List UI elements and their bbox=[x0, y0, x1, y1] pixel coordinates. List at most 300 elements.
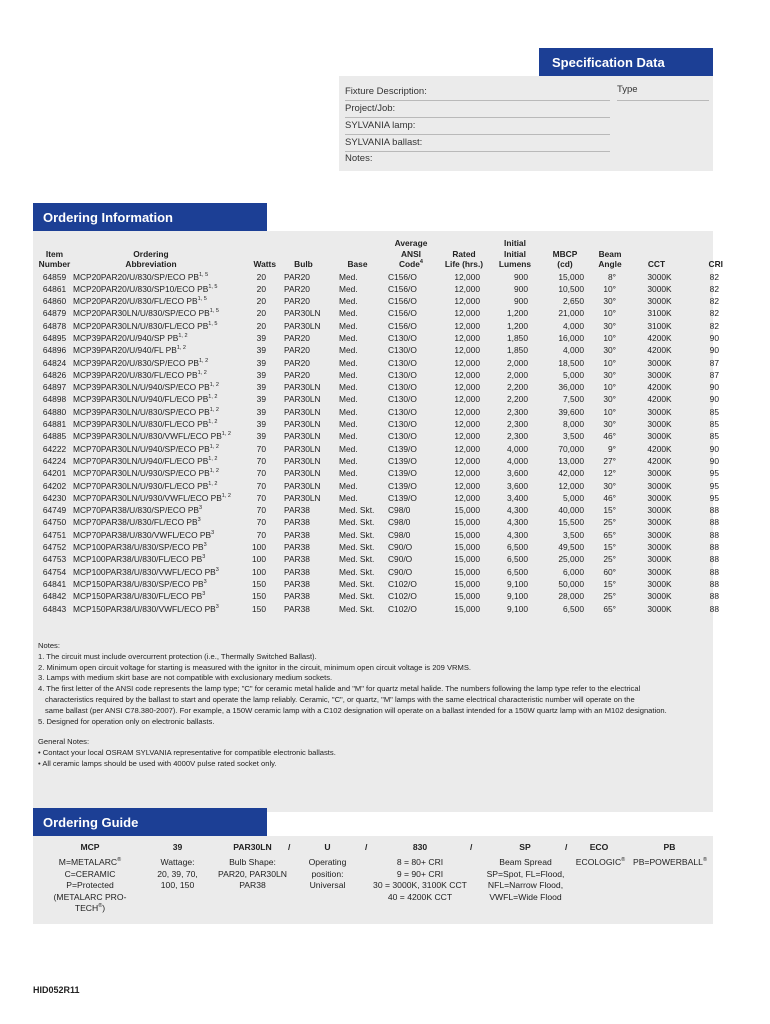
table-cell: 64879 bbox=[42, 308, 67, 319]
table-cell: 20 bbox=[256, 320, 266, 331]
table-cell: 12,000 bbox=[454, 369, 480, 380]
table-cell: 82 bbox=[709, 320, 719, 331]
table-cell: 64754 bbox=[42, 566, 67, 577]
table-cell: 3000K bbox=[647, 542, 672, 553]
table-cell: 9,100 bbox=[507, 603, 528, 614]
table-row bbox=[38, 443, 723, 455]
table-cell: 28,000 bbox=[558, 591, 584, 602]
table-cell: 3000K bbox=[647, 406, 672, 417]
table-cell: Med. bbox=[338, 369, 358, 380]
table-row bbox=[38, 603, 723, 615]
table-cell: 70 bbox=[256, 443, 266, 454]
table-cell: 2,300 bbox=[507, 419, 528, 430]
table-cell: 46° bbox=[603, 492, 616, 503]
spec-fixture-row: Fixture Description: bbox=[345, 83, 610, 101]
table-cell: C156/O bbox=[387, 283, 417, 294]
table-cell: 10° bbox=[603, 382, 616, 393]
guide-head-eco: ECO bbox=[589, 842, 609, 852]
table-cell: 39 bbox=[256, 406, 266, 417]
guide-eco-desc: ECOLOGIC® bbox=[575, 857, 626, 867]
table-cell: PAR38 bbox=[283, 505, 310, 516]
table-cell: PAR30LN bbox=[283, 394, 321, 405]
table-cell: MCP39PAR30LN/U/940/FL/ECO PB$^{1, 2}$ bbox=[73, 394, 218, 405]
table-cell: 90 bbox=[709, 443, 719, 454]
table-cell: PAR20 bbox=[283, 296, 310, 307]
table-cell: 88 bbox=[709, 554, 719, 565]
table-cell: 64880 bbox=[42, 406, 67, 417]
table-cell: 64201 bbox=[42, 468, 67, 479]
table-cell: PAR30LN bbox=[283, 308, 321, 319]
table-cell: PAR30LN bbox=[283, 480, 321, 491]
table-cell: Med. Skt. bbox=[338, 517, 375, 528]
table-cell: PAR38 bbox=[283, 603, 310, 614]
guide-sep-2: / bbox=[365, 842, 368, 852]
table-cell: Med. Skt. bbox=[338, 591, 375, 602]
table-cell: 10° bbox=[603, 308, 616, 319]
table-row bbox=[38, 381, 723, 393]
table-cell: 900 bbox=[514, 271, 528, 282]
table-row bbox=[38, 516, 723, 528]
table-row bbox=[38, 283, 723, 295]
table-cell: C130/O bbox=[387, 431, 417, 442]
table-cell: 15,000 bbox=[558, 271, 584, 282]
table-cell: 25° bbox=[603, 554, 616, 565]
table-cell: 64751 bbox=[42, 529, 67, 540]
document-code: HID052R11 bbox=[33, 985, 80, 995]
table-cell: 90 bbox=[709, 394, 719, 405]
table-cell: 12,000 bbox=[454, 332, 480, 343]
table-cell: MCP39PAR20/U/830/SP/ECO PB$^{1, 2}$ bbox=[73, 357, 209, 368]
table-cell: Med. bbox=[338, 492, 358, 503]
table-cell: 15,000 bbox=[454, 505, 480, 516]
spec-data-title: Specification Data bbox=[539, 48, 713, 76]
table-cell: 4200K bbox=[647, 455, 672, 466]
table-cell: 15,000 bbox=[454, 566, 480, 577]
table-cell: 12,000 bbox=[454, 492, 480, 503]
table-cell: 70 bbox=[256, 480, 266, 491]
table-cell: C156/O bbox=[387, 320, 417, 331]
table-cell: PAR30LN bbox=[283, 468, 321, 479]
table-cell: MCP70PAR30LN/U/930/FL/ECO PB$^{1, 2}$ bbox=[73, 480, 218, 491]
table-cell: 2,000 bbox=[507, 357, 528, 368]
table-cell: MCP20PAR20/U/830/SP10/ECO PB$^{1, 5}$ bbox=[73, 283, 218, 294]
guide-cri-desc: 8 = 80+ CRI 9 = 90+ CRI 30 = 3000K, 3100K CCT 40 = 4200K CCT bbox=[373, 857, 467, 902]
table-cell: 88 bbox=[709, 566, 719, 577]
table-cell: 39 bbox=[256, 357, 266, 368]
table-cell: 3000K bbox=[647, 529, 672, 540]
ordering-guide-title: Ordering Guide bbox=[33, 808, 267, 836]
table-cell: 100 bbox=[252, 566, 266, 577]
table-cell: C130/O bbox=[387, 357, 417, 368]
table-cell: 4200K bbox=[647, 394, 672, 405]
table-cell: C139/O bbox=[387, 443, 417, 454]
table-cell: 12,000 bbox=[454, 419, 480, 430]
table-cell: 39 bbox=[256, 345, 266, 356]
table-cell: 15° bbox=[603, 505, 616, 516]
table-cell: 4,000 bbox=[563, 320, 584, 331]
table-cell: 3000K bbox=[647, 517, 672, 528]
table-cell: 64826 bbox=[42, 369, 67, 380]
table-cell: 88 bbox=[709, 517, 719, 528]
table-cell: 30° bbox=[603, 320, 616, 331]
table-row bbox=[38, 393, 723, 405]
table-cell: 39,600 bbox=[558, 406, 584, 417]
table-cell: MCP150PAR38/U/830/SP/ECO $PB^3$ bbox=[73, 578, 207, 589]
table-cell: 88 bbox=[709, 529, 719, 540]
table-cell: 3,500 bbox=[563, 529, 584, 540]
table-cell: Med. bbox=[338, 320, 358, 331]
table-cell: 3000K bbox=[647, 431, 672, 442]
table-cell: 20 bbox=[256, 283, 266, 294]
table-cell: MCP70PAR38/U/830/SP/ECO $PB^3$ bbox=[73, 505, 203, 516]
table-cell: 20 bbox=[256, 296, 266, 307]
table-cell: Med. bbox=[338, 382, 358, 393]
table-cell: 10° bbox=[603, 332, 616, 343]
table-cell: C139/O bbox=[387, 492, 417, 503]
table-row bbox=[38, 271, 723, 283]
table-cell: 88 bbox=[709, 578, 719, 589]
table-cell: 6,500 bbox=[507, 566, 528, 577]
ordering-notes: Notes: 1. The circuit must include overcurrent protection (i.e., Thermally Switched Ballast). 2. Minimum open circuit voltage for starting is measured with the ignitor in the circuit, minimum open circuit voltage is 209 VRMS. 3. Lamps with medium skirt base are not compatible with exclusionary medium sockets. 4. The first letter of the ANSI code represents the lamp type; "C" for ceramic metal halide and "M" for quartz metal halide. The numbers following the lamp type refer to the electrical characteristics required by the ballast to start and operate the lamp reliably. Ceramic, "C", or quartz, "M" lamps with the same electrical characteristic number will operate on the same ballast (per ANSI C78.380-2007). For example, a 150W ceramic lamp with a C102 designation will operate on a ballast intended for a 150W quartz lamp with an M102 designation. 5. Designed for operation only on electronic ballasts. General Notes: • Contact your local OSRAM SYLVANIA representative for compatible electronic ballasts. • All ceramic lamps should be used with 4000V pulse rated socket only. bbox=[38, 641, 667, 768]
table-row bbox=[38, 504, 723, 516]
table-cell: 3000K bbox=[647, 480, 672, 491]
guide-sep-3: / bbox=[470, 842, 473, 852]
table-cell: 900 bbox=[514, 296, 528, 307]
table-cell: MCP20PAR20/U/830/SP/ECO PB$^{1, 5}$ bbox=[73, 271, 209, 282]
table-row bbox=[38, 369, 723, 381]
table-cell: 64885 bbox=[42, 431, 67, 442]
table-cell: C130/O bbox=[387, 369, 417, 380]
table-cell: 2,300 bbox=[507, 406, 528, 417]
guide-head-watts: 39 bbox=[172, 842, 183, 852]
ordering-table bbox=[38, 238, 723, 615]
table-cell: 64202 bbox=[42, 480, 67, 491]
table-cell: 64841 bbox=[42, 578, 67, 589]
table-cell: 15,000 bbox=[454, 529, 480, 540]
table-cell: 82 bbox=[709, 308, 719, 319]
table-row bbox=[38, 320, 723, 332]
table-cell: Med. Skt. bbox=[338, 529, 375, 540]
table-cell: 30° bbox=[603, 296, 616, 307]
table-cell: C98/0 bbox=[387, 505, 411, 516]
table-cell: PAR20 bbox=[283, 271, 310, 282]
table-cell: PAR38 bbox=[283, 529, 310, 540]
table-cell: 64753 bbox=[42, 554, 67, 565]
table-cell: MCP20PAR30LN/U/830/FL/ECO PB$^{1, 5}$ bbox=[73, 320, 218, 331]
table-cell: C139/O bbox=[387, 455, 417, 466]
guide-sep-4: / bbox=[565, 842, 568, 852]
table-cell: 70,000 bbox=[558, 443, 584, 454]
table-cell: 64224 bbox=[42, 455, 67, 466]
table-cell: 64230 bbox=[42, 492, 67, 503]
table-cell: PAR20 bbox=[283, 357, 310, 368]
table-row bbox=[38, 307, 723, 319]
table-cell: 90 bbox=[709, 382, 719, 393]
guide-sep-1: / bbox=[288, 842, 291, 852]
table-cell: 25,000 bbox=[558, 554, 584, 565]
table-cell: 4,000 bbox=[507, 443, 528, 454]
table-cell: Med. Skt. bbox=[338, 554, 375, 565]
table-cell: 3100K bbox=[647, 308, 672, 319]
table-cell: 4200K bbox=[647, 345, 672, 356]
table-cell: MCP100PAR38/U/830/FL/ECO $PB^3$ bbox=[73, 554, 206, 565]
table-cell: 88 bbox=[709, 591, 719, 602]
table-cell: Med. Skt. bbox=[338, 603, 375, 614]
table-cell: 64897 bbox=[42, 382, 67, 393]
table-cell: PAR30LN bbox=[283, 406, 321, 417]
table-cell: PAR38 bbox=[283, 554, 310, 565]
table-cell: 90 bbox=[709, 345, 719, 356]
table-cell: 3000K bbox=[647, 603, 672, 614]
guide-head-u: U bbox=[324, 842, 331, 852]
table-cell: 9° bbox=[607, 443, 616, 454]
table-cell: Med. bbox=[338, 431, 358, 442]
table-row bbox=[38, 590, 723, 602]
table-cell: PAR38 bbox=[283, 578, 310, 589]
table-cell: 64752 bbox=[42, 542, 67, 553]
table-cell: C130/O bbox=[387, 394, 417, 405]
table-cell: Med. bbox=[338, 332, 358, 343]
table-cell: 900 bbox=[514, 283, 528, 294]
table-cell: MCP39PAR20/U/940/FL PB$^{1, 2}$ bbox=[73, 345, 186, 356]
table-cell: 4,300 bbox=[507, 529, 528, 540]
table-cell: 12,000 bbox=[454, 480, 480, 491]
table-cell: 3000K bbox=[647, 296, 672, 307]
table-row bbox=[38, 332, 723, 344]
table-cell: 40,000 bbox=[558, 505, 584, 516]
table-cell: 70 bbox=[256, 529, 266, 540]
table-cell: 25° bbox=[603, 517, 616, 528]
table-cell: MCP39PAR20/U/830/FL/ECO PB$^{1, 2}$ bbox=[73, 369, 207, 380]
table-cell: 6,500 bbox=[507, 554, 528, 565]
table-cell: 64898 bbox=[42, 394, 67, 405]
table-row bbox=[38, 430, 723, 442]
table-cell: 10° bbox=[603, 357, 616, 368]
table-cell: 100 bbox=[252, 542, 266, 553]
table-cell: 12,000 bbox=[454, 468, 480, 479]
table-cell: 85 bbox=[709, 431, 719, 442]
table-cell: 70 bbox=[256, 505, 266, 516]
table-cell: Med. bbox=[338, 419, 358, 430]
table-cell: 30° bbox=[603, 345, 616, 356]
table-cell: 3000K bbox=[647, 419, 672, 430]
table-cell: 64895 bbox=[42, 332, 67, 343]
table-cell: 15,000 bbox=[454, 542, 480, 553]
table-cell: 30° bbox=[603, 419, 616, 430]
table-cell: MCP70PAR38/U/830/FL/ECO $PB^3$ bbox=[73, 517, 201, 528]
table-row bbox=[38, 357, 723, 369]
table-cell: 70 bbox=[256, 492, 266, 503]
table-cell: 12,000 bbox=[454, 443, 480, 454]
ordering-info-title: Ordering Information bbox=[33, 203, 267, 231]
table-cell: MCP39PAR30LN/U/830/VWFL/ECO PB$^{1, 2}$ bbox=[73, 431, 231, 442]
table-cell: 87 bbox=[709, 357, 719, 368]
table-row bbox=[38, 566, 723, 578]
table-cell: 3000K bbox=[647, 357, 672, 368]
table-cell: 12,000 bbox=[454, 357, 480, 368]
table-cell: 87 bbox=[709, 369, 719, 380]
table-cell: 64861 bbox=[42, 283, 67, 294]
ordering-table-header: Item Number Ordering Abbreviation Watts Bulb Base Average ANSI Code$^4$ Rated Life (hrs.) Initial Initial Lumens MBCP (cd) Beam Angle CCT CRI bbox=[38, 238, 723, 269]
spec-lamp-row: SYLVANIA lamp: bbox=[345, 117, 610, 135]
table-cell: PAR30LN bbox=[283, 431, 321, 442]
table-cell: 2,200 bbox=[507, 382, 528, 393]
table-cell: 3,500 bbox=[563, 431, 584, 442]
table-cell: 3000K bbox=[647, 271, 672, 282]
table-cell: 15,000 bbox=[454, 603, 480, 614]
table-cell: 18,500 bbox=[558, 357, 584, 368]
table-cell: 15,000 bbox=[454, 591, 480, 602]
table-cell: MCP39PAR30LN/U/830/SP/ECO PB$^{1, 2}$ bbox=[73, 406, 219, 417]
table-cell: 88 bbox=[709, 542, 719, 553]
table-cell: 2,650 bbox=[563, 296, 584, 307]
table-cell: 3000K bbox=[647, 283, 672, 294]
table-cell: 9,100 bbox=[507, 591, 528, 602]
table-cell: 46° bbox=[603, 431, 616, 442]
table-cell: C90/O bbox=[387, 554, 413, 565]
table-cell: C130/O bbox=[387, 419, 417, 430]
table-cell: MCP70PAR30LN/U/940/SP/ECO PB$^{1, 2}$ bbox=[73, 443, 219, 454]
table-cell: 12,000 bbox=[454, 271, 480, 282]
table-cell: C139/O bbox=[387, 468, 417, 479]
table-cell: 64859 bbox=[42, 271, 67, 282]
table-cell: PAR38 bbox=[283, 566, 310, 577]
table-cell: 12,000 bbox=[454, 431, 480, 442]
table-cell: PAR20 bbox=[283, 345, 310, 356]
table-cell: 9,100 bbox=[507, 578, 528, 589]
table-cell: 10,500 bbox=[558, 283, 584, 294]
table-cell: 4200K bbox=[647, 332, 672, 343]
table-cell: 10° bbox=[603, 406, 616, 417]
table-cell: 8° bbox=[607, 271, 616, 282]
table-row bbox=[38, 578, 723, 590]
table-cell: 39 bbox=[256, 369, 266, 380]
table-cell: 64860 bbox=[42, 296, 67, 307]
table-row bbox=[38, 418, 723, 430]
table-cell: C102/O bbox=[387, 591, 417, 602]
table-cell: 39 bbox=[256, 332, 266, 343]
table-cell: 3000K bbox=[647, 591, 672, 602]
table-cell: 4200K bbox=[647, 443, 672, 454]
table-cell: 13,000 bbox=[558, 455, 584, 466]
table-cell: 95 bbox=[709, 480, 719, 491]
table-row bbox=[38, 467, 723, 479]
table-cell: MCP100PAR38/U/830/VWFL/ECO $PB^3$ bbox=[73, 566, 219, 577]
guide-pb-desc: PB=POWERBALL® bbox=[632, 857, 708, 867]
table-cell: MCP70PAR30LN/U/930/SP/ECO PB$^{1, 2}$ bbox=[73, 468, 219, 479]
table-cell: C98/0 bbox=[387, 517, 411, 528]
table-row bbox=[38, 541, 723, 553]
table-cell: Med. bbox=[338, 455, 358, 466]
table-row bbox=[38, 553, 723, 565]
table-cell: 70 bbox=[256, 517, 266, 528]
guide-head-pb: PB bbox=[663, 842, 676, 852]
table-cell: Med. bbox=[338, 345, 358, 356]
table-cell: Med. Skt. bbox=[338, 578, 375, 589]
table-cell: 15° bbox=[603, 542, 616, 553]
table-cell: 15,000 bbox=[454, 554, 480, 565]
table-cell: 150 bbox=[252, 591, 266, 602]
table-row bbox=[38, 480, 723, 492]
table-cell: 64843 bbox=[42, 603, 67, 614]
table-cell: PAR30LN bbox=[283, 492, 321, 503]
table-cell: 3000K bbox=[647, 468, 672, 479]
table-cell: Med. bbox=[338, 480, 358, 491]
table-cell: 100 bbox=[252, 554, 266, 565]
table-cell: 95 bbox=[709, 468, 719, 479]
table-cell: PAR30LN bbox=[283, 455, 321, 466]
table-cell: 12,000 bbox=[454, 320, 480, 331]
table-cell: Med. bbox=[338, 271, 358, 282]
table-cell: 15,000 bbox=[454, 578, 480, 589]
table-cell: C130/O bbox=[387, 406, 417, 417]
table-cell: 1,200 bbox=[507, 308, 528, 319]
table-cell: 30° bbox=[603, 480, 616, 491]
table-cell: 90 bbox=[709, 332, 719, 343]
table-cell: 64750 bbox=[42, 517, 67, 528]
table-cell: 2,200 bbox=[507, 394, 528, 405]
table-cell: C102/O bbox=[387, 578, 417, 589]
table-cell: MCP70PAR38/U/830/VWFL/ECO $PB^3$ bbox=[73, 529, 215, 540]
guide-mcp-desc: M=METALARC® C=CERAMIC P=Protected (METALARC PRO-TECH®) bbox=[53, 857, 127, 913]
guide-u-desc: Operating position: Universal bbox=[308, 857, 347, 890]
table-cell: Med. bbox=[338, 283, 358, 294]
spec-type-line bbox=[617, 83, 709, 101]
table-cell: 64749 bbox=[42, 505, 67, 516]
table-row bbox=[38, 455, 723, 467]
table-cell: 3100K bbox=[647, 320, 672, 331]
spec-ballast-row: SYLVANIA ballast: bbox=[345, 134, 610, 152]
table-cell: 150 bbox=[252, 578, 266, 589]
table-cell: 2,300 bbox=[507, 431, 528, 442]
guide-head-mcp: MCP bbox=[80, 842, 100, 852]
table-cell: MCP70PAR30LN/U/930/VWFL/ECO PB$^{1, 2}$ bbox=[73, 492, 231, 503]
table-cell: PAR38 bbox=[283, 542, 310, 553]
table-cell: C130/O bbox=[387, 382, 417, 393]
table-cell: PAR20 bbox=[283, 283, 310, 294]
table-cell: 1,850 bbox=[507, 345, 528, 356]
table-cell: Med. bbox=[338, 406, 358, 417]
table-cell: 6,000 bbox=[563, 566, 584, 577]
table-cell: 64896 bbox=[42, 345, 67, 356]
table-row bbox=[38, 295, 723, 307]
table-cell: MCP70PAR30LN/U/940/FL/ECO PB$^{1, 2}$ bbox=[73, 455, 218, 466]
table-cell: 39 bbox=[256, 419, 266, 430]
table-cell: PAR30LN bbox=[283, 419, 321, 430]
table-cell: 6,500 bbox=[563, 603, 584, 614]
table-cell: MCP20PAR20/U/830/FL/ECO PB$^{1, 5}$ bbox=[73, 296, 207, 307]
table-cell: 7,500 bbox=[563, 394, 584, 405]
table-row bbox=[38, 529, 723, 541]
table-cell: 50,000 bbox=[558, 578, 584, 589]
spec-notes-row: Notes: bbox=[345, 153, 373, 164]
table-cell: MCP39PAR20/U/940/SP PB$^{1, 2}$ bbox=[73, 332, 188, 343]
table-cell: PAR20 bbox=[283, 369, 310, 380]
table-cell: PAR30LN bbox=[283, 320, 321, 331]
table-cell: C98/0 bbox=[387, 529, 411, 540]
table-cell: 20 bbox=[256, 308, 266, 319]
table-cell: C102/O bbox=[387, 603, 417, 614]
table-cell: PAR30LN bbox=[283, 443, 321, 454]
table-cell: 60° bbox=[603, 566, 616, 577]
table-cell: 3000K bbox=[647, 505, 672, 516]
table-cell: 10° bbox=[603, 283, 616, 294]
table-row bbox=[38, 344, 723, 356]
table-cell: 39 bbox=[256, 431, 266, 442]
table-cell: 12,000 bbox=[454, 406, 480, 417]
table-cell: Med. bbox=[338, 296, 358, 307]
table-cell: C156/O bbox=[387, 296, 417, 307]
